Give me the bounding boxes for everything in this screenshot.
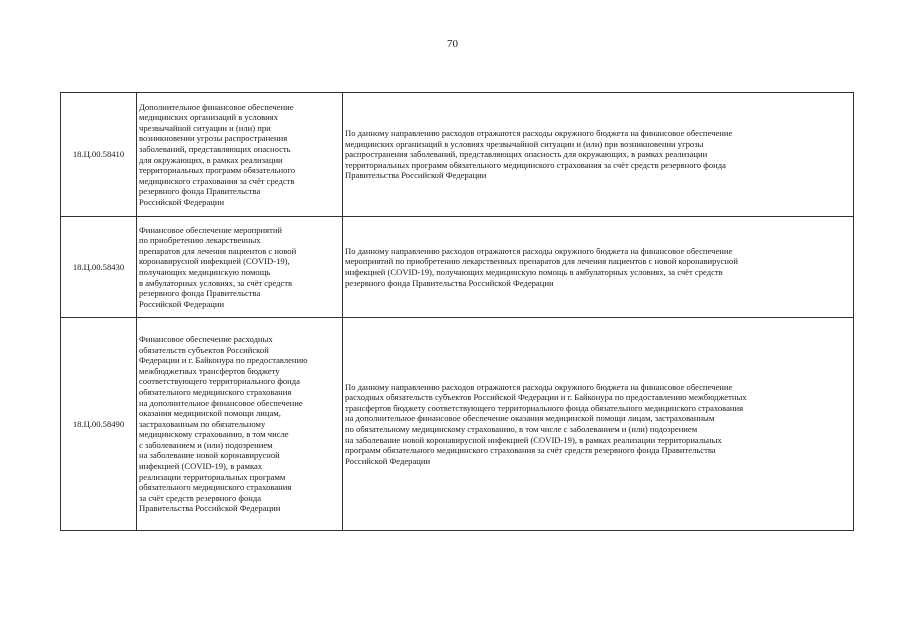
- text-line: Дополнительное финансовое обеспечение: [139, 101, 294, 112]
- text-line: медицинского страхования за счёт средств: [139, 175, 295, 186]
- text-line: инфекцией (COVID-19), в рамках: [139, 461, 263, 472]
- text-line: резервного фонда Правительства Российской Федерации: [345, 277, 554, 288]
- text-line: Финансовое обеспечение расходных: [139, 333, 273, 344]
- text-line: По данному направлению расходов отражаются расходы окружного бюджета на финансовое обеспечение: [345, 381, 733, 392]
- text-line: программ обязательного медицинского страхования за счёт средств резервного фонда Правительства: [345, 445, 716, 456]
- row-description: [343, 217, 854, 318]
- text-line: Финансовое обеспечение мероприятий: [139, 224, 283, 235]
- text-line: По данному направлению расходов отражаются расходы окружного бюджета на финансовое обеспечение: [345, 128, 733, 139]
- text-line: возникновении угрозы распространения: [139, 133, 288, 144]
- row-name: [137, 217, 343, 318]
- row-code: 18.Ц.00.58410: [61, 93, 137, 217]
- text-line: с заболеванием и (или) подозрением: [139, 439, 273, 450]
- text-line: обязательного медицинского страхования: [139, 386, 292, 397]
- text-line: Российской Федерации: [139, 298, 225, 309]
- text-line: Российской Федерации: [345, 455, 431, 466]
- text-line: Правительства Российской Федерации: [139, 503, 281, 514]
- text-line: оказания медицинской помощи лицам,: [139, 408, 281, 419]
- text-line: инфекцией (COVID-19), получающих медицинскую помощь в амбулаторных условиях, за счёт средств: [345, 267, 723, 277]
- text-line: застрахованным по обязательному: [139, 418, 266, 429]
- text-line: резервного фонда Правительства: [139, 186, 261, 197]
- text-line: медицинских организаций в условиях чрезвычайной ситуации и (или) при возникновении угрозы: [345, 138, 704, 149]
- text-line: на дополнительное финансовое обеспечение: [139, 397, 303, 408]
- text-line: получающих медицинскую помощь: [139, 267, 271, 277]
- text-line: коронавирусной инфекцией (COVID-19),: [139, 256, 290, 267]
- text-line: реализации территориальных программ: [139, 471, 286, 482]
- row-code: 18.Ц.00.58430: [61, 217, 137, 318]
- text-line: трансфертов бюджету соответствующего территориального фонда обязательного медицинского страхования: [345, 402, 744, 413]
- text-line: по приобретению лекарственных: [139, 235, 261, 246]
- text-line: мероприятий по приобретению лекарственных препаратов для лечения пациентов с новой коронавирусной: [345, 256, 738, 267]
- text-line: препаратов для лечения пациентов с новой: [139, 245, 297, 256]
- expense-directions-table: [60, 92, 854, 531]
- text-line: на заболевание новой коронавирусной инфекцией (COVID-19), в рамках реализации территориальных: [345, 434, 722, 445]
- row-description: [343, 318, 854, 531]
- text-line: по обязательному медицинскому страхованию, в том числе с заболеванием и (или) подозрением: [345, 424, 698, 434]
- text-line: обязательств субъектов Российской: [139, 344, 269, 355]
- text-line: в амбулаторных условиях, за счёт средств: [139, 277, 293, 288]
- row-name: [137, 93, 343, 217]
- table-row: [61, 217, 854, 318]
- text-line: По данному направлению расходов отражаются расходы окружного бюджета на финансовое обеспечение: [345, 245, 733, 256]
- text-line: территориальных программ обязательного медицинского страхования за счёт средств резервного фонда: [345, 159, 726, 170]
- table-row: [61, 318, 854, 531]
- text-line: Федерации и г. Байконура по предоставлению: [139, 355, 308, 366]
- text-line: распространения заболеваний, представляющих опасность для окружающих, в рамках реализации: [345, 149, 708, 160]
- row-description: [343, 93, 854, 217]
- text-line: на дополнительное финансовое обеспечение оказания медицинской помощи лицам, застрахованным: [345, 413, 715, 424]
- row-name: [137, 318, 343, 531]
- row-code: 18.Ц.00.58490: [61, 318, 137, 531]
- text-line: чрезвычайной ситуации и (или) при: [139, 122, 271, 133]
- text-line: медицинскому страхованию, в том числе: [139, 429, 289, 440]
- text-line: межбюджетных трансфертов бюджету: [139, 365, 280, 376]
- table-row: [61, 93, 854, 217]
- text-line: медицинских организаций в условиях: [139, 112, 279, 123]
- text-line: территориальных программ обязательного: [139, 165, 296, 176]
- text-line: заболеваний, представляющих опасность: [139, 143, 291, 154]
- text-line: соответствующего территориального фонда: [139, 376, 300, 387]
- text-line: расходных обязательств субъектов Российской Федерации и г. Байконура по предоставлению межбюджетных: [345, 392, 747, 403]
- text-line: обязательного медицинского страхования: [139, 482, 292, 493]
- text-line: на заболевание новой коронавирусной: [139, 450, 280, 461]
- text-line: Российской Федерации: [139, 196, 225, 207]
- text-line: резервного фонда Правительства: [139, 288, 261, 299]
- text-line: Правительства Российской Федерации: [345, 170, 487, 181]
- text-line: для окружающих, в рамках реализации: [139, 154, 283, 165]
- page-number: 70: [447, 38, 458, 50]
- text-line: за счёт средств резервного фонда: [139, 492, 262, 503]
